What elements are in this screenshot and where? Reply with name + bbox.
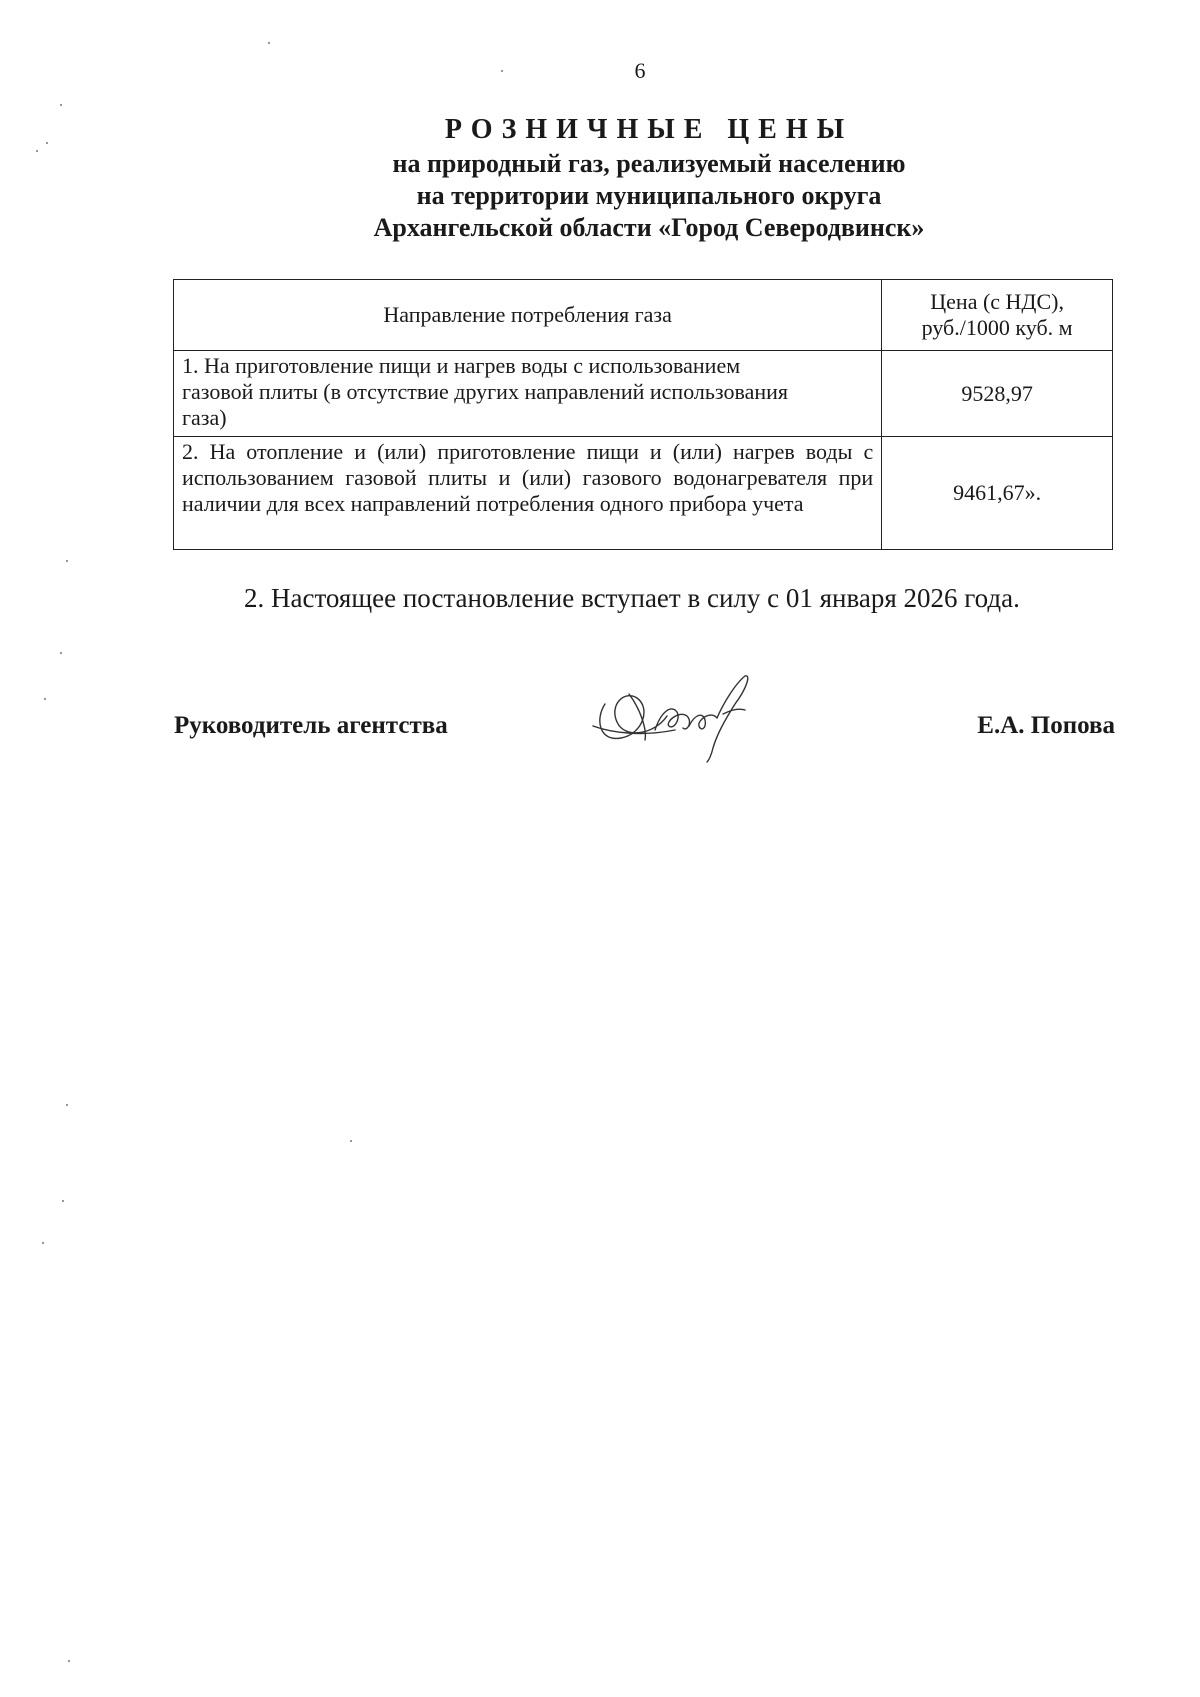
prices-table <box>173 279 1113 550</box>
header-price-line-2: руб./1000 куб. м <box>921 315 1073 340</box>
scan-speck <box>60 104 62 106</box>
scan-speck <box>268 42 270 44</box>
title-block <box>0 112 1200 244</box>
row-1-direction-line-1: 1. На приготовление пищи и нагрев воды с использованием <box>182 353 741 378</box>
scan-speck <box>62 1200 64 1202</box>
row-2-price: 9461,67». <box>882 437 1113 550</box>
scan-speck <box>36 150 38 152</box>
row-1-price: 9528,97 <box>882 351 1113 437</box>
table-row <box>174 351 1113 437</box>
scan-speck <box>68 1660 70 1662</box>
row-1-direction-line-2: газовой плиты (в отсутствие других направлений использования <box>182 379 789 404</box>
signer-position: Руководитель агентства <box>174 712 448 739</box>
signer-name: Е.А. Попова <box>977 712 1115 739</box>
header-price-line-1: Цена (с НДС), <box>930 289 1064 314</box>
scan-speck <box>350 1140 352 1142</box>
scan-speck <box>66 560 68 562</box>
document-title: РОЗНИЧНЫЕ ЦЕНЫ <box>444 114 854 145</box>
scan-speck <box>44 698 46 700</box>
row-2-direction: 2. На отопление и (или) приготовление пищи и (или) нагрев воды с использованием газовой плиты и (или) газового водонагревателя при наличии для всех направлений потребления одного прибора учета <box>174 437 882 550</box>
page-number: 6 <box>634 58 646 83</box>
row-1-direction-line-3: газа) <box>182 405 227 430</box>
header-direction: Направление потребления газа <box>174 280 882 351</box>
scan-speck <box>66 1104 68 1106</box>
subtitle-line-1: на природный газ, реализуемый населению <box>392 149 906 178</box>
header-price <box>882 280 1113 351</box>
table-header-row <box>174 280 1113 351</box>
row-1-direction <box>174 351 882 437</box>
subtitle-line-2: на территории муниципального округа <box>416 181 882 210</box>
scan-speck <box>501 70 503 72</box>
scan-speck <box>46 142 48 144</box>
effective-date-note: 2. Настоящее постановление вступает в силу с 01 января 2026 года. <box>244 583 1020 613</box>
scan-speck <box>42 1242 44 1244</box>
table-row <box>174 437 1113 550</box>
scan-speck <box>60 652 62 654</box>
handwritten-signature <box>585 664 775 764</box>
subtitle-line-3: Архангельской области «Город Северодвинск» <box>373 213 925 242</box>
